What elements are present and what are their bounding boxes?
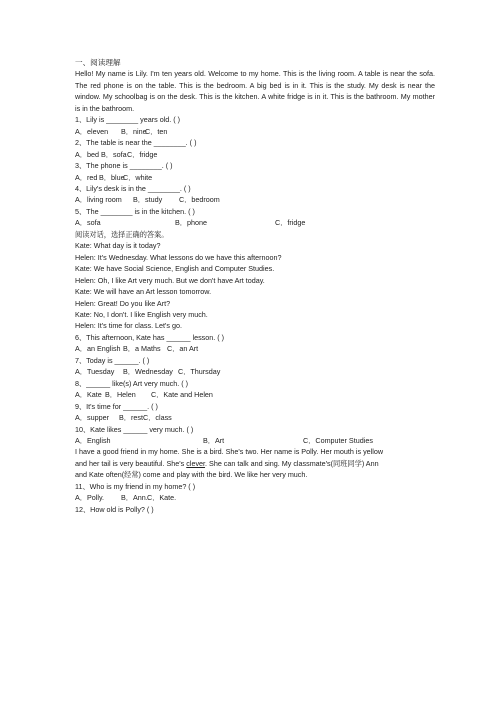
question-1: 1、Lily is ________ years old. ( ) xyxy=(75,115,181,125)
option: B．Helen xyxy=(105,390,136,400)
option: A．supper xyxy=(75,413,109,423)
option: A．eleven xyxy=(75,126,109,136)
question-8-options xyxy=(75,389,435,400)
option: C．white xyxy=(123,172,153,182)
section-instruction: 阅读对话，选择正确的答案。 xyxy=(75,229,169,239)
option: C．bedroom xyxy=(179,195,220,205)
question-5-options xyxy=(75,217,435,228)
option: C．Kate and Helen xyxy=(151,390,213,400)
text: . She can talk and sing. My classmate's( xyxy=(205,458,334,468)
dialogue-line: Kate: We have Social Science, English and Computer Studies. xyxy=(75,264,275,274)
question-12: 12、How old is Polly? ( ) xyxy=(75,504,154,514)
option: A．sofa xyxy=(75,218,101,228)
dialogue-line: Helen: Oh, I like Art very much. But we don't have Art today. xyxy=(75,275,265,285)
question-4: 4、Lily's desk is in the ________. ( ) xyxy=(75,183,191,193)
question-3-options xyxy=(75,172,435,183)
question-3: 3、The phone is ________. ( ) xyxy=(75,161,173,171)
option: B．a Maths xyxy=(123,344,161,354)
text: and Kate often( xyxy=(75,470,125,480)
worksheet xyxy=(75,57,435,515)
dialogue-line: Kate: What day is it today? xyxy=(75,241,161,251)
question-11: 11、Who is my friend in my home? ( ) xyxy=(75,481,196,491)
question-8: 8、______ like(s) Art very much. ( ) xyxy=(75,378,189,388)
option: B．phone xyxy=(175,218,207,228)
passage-3-line: I have a good friend in my home. She is a bird. She's two. Her name is Polly. Her mouth is yellow xyxy=(75,447,384,457)
underlined-word: clever xyxy=(186,458,206,468)
option: A．red xyxy=(75,172,98,182)
dialogue-line: Kate: We will have an Art lesson tomorrow. xyxy=(75,287,212,297)
question-6-options xyxy=(75,343,435,354)
question-11-options xyxy=(75,492,435,503)
question-10: 10、Kate likes ______ very much. ( ) xyxy=(75,424,194,434)
question-4-options xyxy=(75,194,435,205)
option: C．fridge xyxy=(127,149,158,159)
question-7-options xyxy=(75,366,435,377)
dialogue-line: Helen: It's Wednesday. What lessons do we have this afternoon? xyxy=(75,252,282,262)
option: B．nine xyxy=(121,126,147,136)
question-9: 9、It's time for ______. ( ) xyxy=(75,401,158,411)
option: A．English xyxy=(75,435,111,445)
option: B．Ann. xyxy=(121,493,148,503)
option: B．Wednesday xyxy=(123,367,173,377)
option: B．sofa xyxy=(101,149,127,159)
question-1-options xyxy=(75,126,435,137)
option: C．an Art xyxy=(167,344,199,354)
passage-3-line xyxy=(75,469,435,480)
text: and her tail is very beautiful. She's xyxy=(75,458,187,468)
section-heading: 一、阅读理解 xyxy=(75,58,121,67)
option: C．Computer Studies xyxy=(303,435,373,445)
option: B．blue xyxy=(99,172,125,182)
question-2: 2、The table is near the ________. ( ) xyxy=(75,138,197,148)
question-5: 5、The ________ is in the kitchen. ( ) xyxy=(75,206,195,216)
option: C．Kate. xyxy=(147,493,177,503)
option: A．Polly. xyxy=(75,493,105,503)
option: C．fridge xyxy=(275,218,306,228)
question-10-options xyxy=(75,435,435,446)
dialogue-line: Helen: It's time for class. Let's go. xyxy=(75,321,183,331)
option: A．Kate xyxy=(75,390,102,400)
option: C．ten xyxy=(145,126,168,136)
option: A．bed xyxy=(75,149,99,159)
question-9-options xyxy=(75,412,435,423)
option: A．Tuesday xyxy=(75,367,115,377)
dialogue-line: Helen: Great! Do you like Art? xyxy=(75,298,171,308)
question-2-options xyxy=(75,149,435,160)
option: C．Thursday xyxy=(178,367,221,377)
option: B．Art xyxy=(203,435,225,445)
dialogue-line: Kate: No, I don't. I like English very much. xyxy=(75,309,208,319)
text: ) come and play with the bird. We like her very much. xyxy=(138,470,308,480)
option: A．living room xyxy=(75,195,122,205)
option: C．class xyxy=(143,413,172,423)
chinese-gloss: 经常 xyxy=(124,470,139,480)
passage-3-line xyxy=(75,458,435,469)
question-7: 7、Today is ______. ( ) xyxy=(75,355,150,365)
option: B．study xyxy=(133,195,163,205)
question-6: 6、This afternoon, Kate has ______ lesson. ( ) xyxy=(75,332,225,342)
option: B．rest xyxy=(119,413,143,423)
text: ) Ann xyxy=(361,458,379,468)
option: A．an English xyxy=(75,344,121,354)
passage-1: Hello! My name is Lily. I'm ten years old. Welcome to my home. This is the living room. A table is near the sofa. The red phone is on the table. This is the bedroom. A big bed is in it. This is the study. My desk is near the window. My schoolbag is on the desk. This is the kitchen. A white fridge is in it. This is the bathroom. My mother is in the bathroom. xyxy=(75,69,435,113)
chinese-gloss: 同班同学 xyxy=(333,458,362,468)
